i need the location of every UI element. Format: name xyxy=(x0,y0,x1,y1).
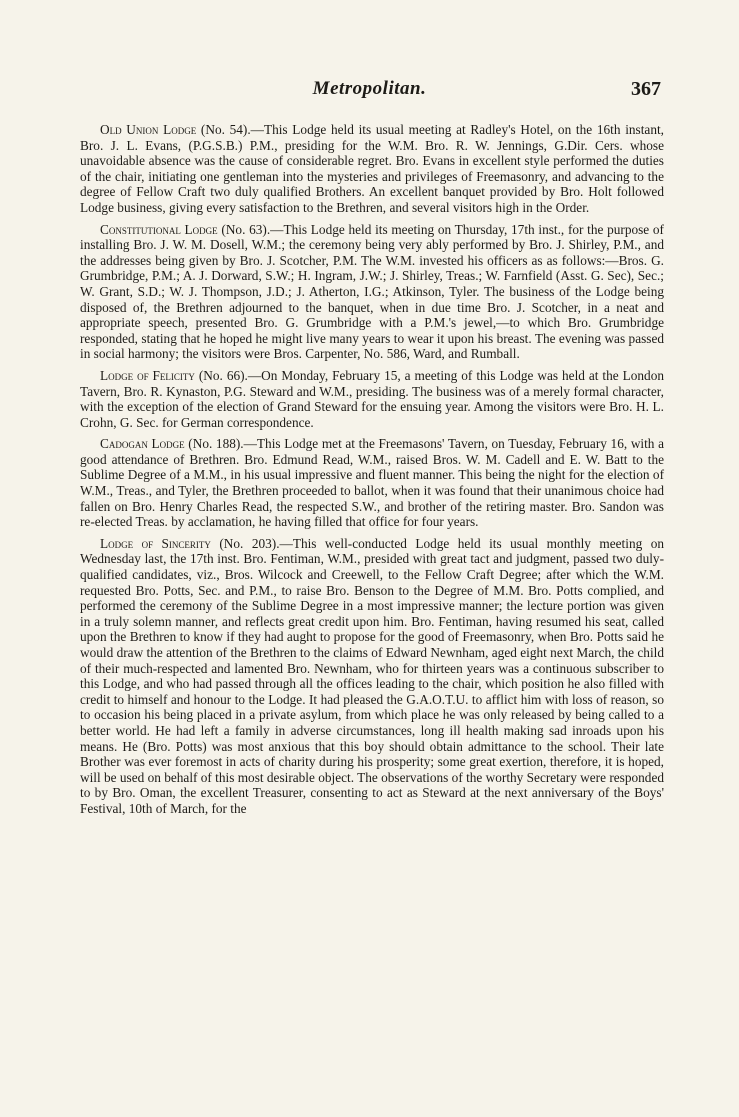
paragraph-lodge-of-felicity xyxy=(80,368,664,430)
paragraph-cadogan-lodge xyxy=(80,436,664,530)
paragraph-constitutional-lodge xyxy=(80,222,664,362)
article-body xyxy=(80,122,664,823)
lodge-name: Cadogan Lodge xyxy=(100,436,185,452)
paragraph-text: (No. 66).—On Monday, February 15, a meeting of this Lodge was held at the London Tavern, Bro. R. Kynaston, P.G. Steward and W.M., presiding. The business was of a merely formal character, with the exception of the election of Grand Steward for the ensuing year. Among the visitors were Bro. H. L. Crohn, G. Sec. for German correspondence. xyxy=(80,367,664,430)
lodge-name: Lodge of Sincerity xyxy=(100,535,211,551)
running-title: Metropolitan. xyxy=(312,78,427,99)
paragraph-text: (No. 203).—This well-conducted Lodge held its usual monthly meeting on Wednesday last, the 17th inst. Bro. Fentiman, W.M., presided with great tact and judgment, passed two duly-qualified candidates, viz., Bros. Wilcock and Creewell, to the Fellow Craft Degree; after which the W.M. requested Bro. Potts, Sec. and P.M., to raise Bro. Benson to the Degree of M.M. Bro. Potts complied, and performed the ceremony of the Sublime Degree in a most impressive manner; the lecture portion was given in a truly solemn manner, and reflects great credit upon him. Bro. Fentiman, having resumed his seat, called upon the Brethren to know if they had aught to propose for the good of Freemasonry, when Bro. Potts said he would draw the attention of the Brethren to the claims of Edward Newnham, aged eight next March, the child of their much-respected and lamented Bro. Newnham, who for thirteen years was a continuous subscriber to this Lodge, and who had passed through all the offices leading to the chair, which position he also filled with credit to himself and honour to the Lodge. It had pleased the G.A.O.T.U. to afflict him with loss of reason, so to occasion his being placed in a private asylum, from which place he was only released by being called to a better world. He had left a family in adverse circumstances, long ill health making sad inroads upon his means. He (Bro. Potts) was most anxious that this boy should obtain admittance to the school. Their late Brother was ever foremost in acts of charity during his prosperity; some great exertion, therefore, it is hoped, will be used on behalf of this most desirable object. The observations of the worthy Secretary were responded to by Bro. Oman, the excellent Treasurer, consenting to act as Steward at the next anniversary of the Boys' Festival, 10th of March, for the xyxy=(80,535,664,816)
lodge-name: Old Union Lodge xyxy=(100,122,197,137)
paragraph-old-union-lodge xyxy=(80,122,664,216)
paragraph-lodge-of-sincerity xyxy=(80,536,664,817)
paragraph-text: (No. 188).—This Lodge met at the Freemasons' Tavern, on Tuesday, February 16, with a good attendance of Brethren. Bro. Edmund Read, W.M., raised Bros. W. M. Cadell and E. W. Batt to the Sublime Degree of a M.M., in his usual impressive and fluent manner. This being the night for the election of W.M., Treas., and Tyler, the Brethren proceeded to ballot, when it was found that their unanimous choice had fallen on Bro. Henry Charles Read, the respected S.W., and brother of the retiring master. Bro. Sandon was re-elected Treas. by acclamation, he having filled that office for four years. xyxy=(80,436,665,530)
page-header xyxy=(0,78,739,108)
paragraph-text: (No. 54).—This Lodge held its usual meeting at Radley's Hotel, on the 16th instant, Bro. J. L. Evans, (P.G.S.B.) P.M., presiding for the W.M. Bro. R. W. Jennings, G.Dir. Cers. whose unavoidable absence was the cause of considerable regret. Bro. Evans in excellent style performed the duties of the chair, initiating one gentleman into the mysteries and privileges of Freemasonry, and advancing to the degree of Fellow Craft two duly qualified Brothers. An excellent banquet provided by Bro. Holt followed Lodge business, giving every satisfaction to the Brethren, and several visitors high in the Order. xyxy=(80,122,664,215)
page-number: 367 xyxy=(631,78,661,100)
lodge-name: Lodge of Felicity xyxy=(100,367,195,383)
lodge-name: Constitutional Lodge xyxy=(100,221,218,237)
paragraph-text: (No. 63).—This Lodge held its meeting on Thursday, 17th inst., for the purpose of installing Bro. J. W. M. Dosell, W.M.; the ceremony being very ably performed by Bro. J. Shirley, P.M., and the addresses being given by Bro. J. Scotcher, P.M. The W.M. invested his officers as as follows:—Bros. G. Grumbridge, P.M.; A. J. Dorward, S.W.; H. Ingram, J.W.; J. Shirley, Treas.; W. Farnfield (Asst. G. Sec), Sec.; W. Grant, S.D.; W. J. Thompson, J.D.; J. Atherton, I.G.; Atkinson, Tyler. The business of the Lodge being disposed of, the Brethren adjourned to the banquet, when in due time Bro. J. Scotcher, in a neat and appropriate speech, presented Bro. G. Grumbridge with a P.M.'s jewel,—to which Bro. Grumbridge responded, stating that he hoped he might live many years to wear it upon his breast. The evening was passed in social harmony; the visitors were Bros. Carpenter, No. 586, Ward, and Rumball. xyxy=(80,221,664,362)
